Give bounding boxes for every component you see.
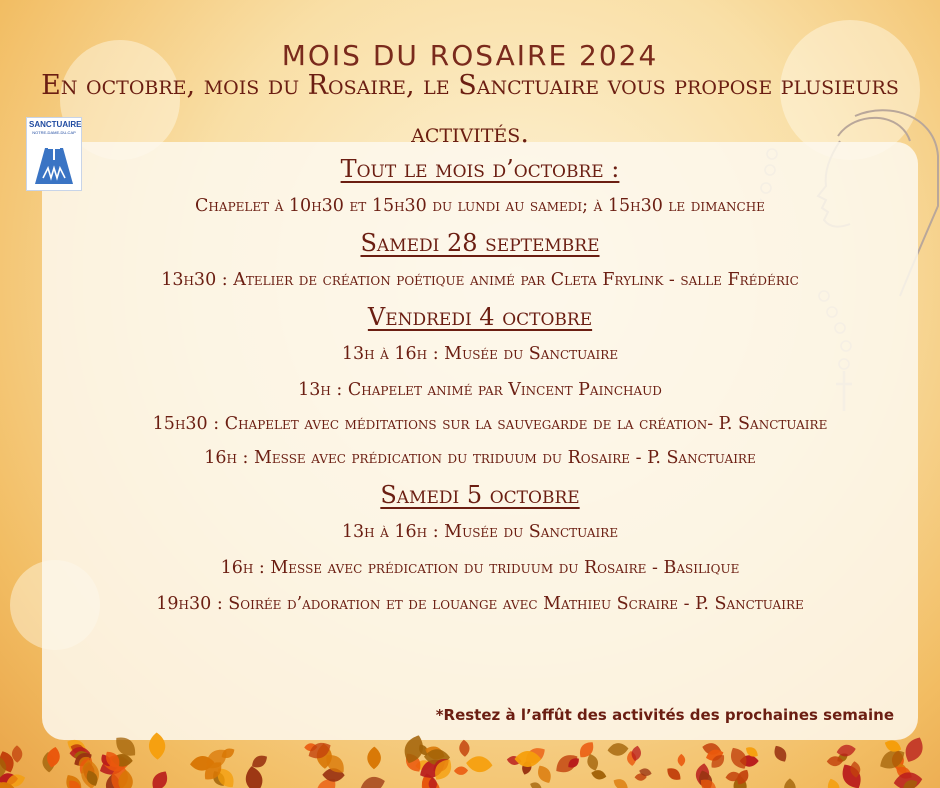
section-heading-oct-5: Samedi 5 octobre <box>380 481 580 509</box>
leaf-icon <box>534 763 554 786</box>
leaf-icon <box>590 768 607 781</box>
logo-subtext: NOTRE-DAME-DU-CAP <box>32 130 76 135</box>
schedule-item: 13h : Chapelet animé par Vincent Painchaud <box>298 380 662 400</box>
leaf-icon <box>12 745 23 762</box>
schedule-item: 16h : Messe avec prédication du triduum du Rosaire - Basilique <box>220 558 740 578</box>
leaf-icon <box>529 780 543 788</box>
schedule-item: 13h30 : Atelier de création poétique animé par Cleta Frylink - salle Frédéric <box>161 270 799 290</box>
schedule-item: 13h à 16h : Musée du Sanctuaire <box>341 344 619 364</box>
leaf-icon <box>359 774 387 788</box>
leaf-icon <box>901 734 927 765</box>
section-heading-all-october: Tout le mois d’octobre : <box>340 155 620 183</box>
leaf-icon <box>607 742 629 756</box>
schedule-item: 13h à 16h : Musée du Sanctuaire <box>341 522 619 542</box>
leaf-icon <box>678 754 686 767</box>
schedule-item: 19h30 : Soirée d’adoration et de louange avec Mathieu Scraire - P. Sanctuaire <box>156 594 804 614</box>
page-title: MOIS DU ROSAIRE 2024 <box>281 38 659 72</box>
section-heading-oct-4: Vendredi 4 octobre <box>367 303 593 331</box>
leaf-icon <box>148 732 165 760</box>
leaf-icon <box>243 765 264 788</box>
leaf-icon <box>459 739 470 757</box>
leaf-icon <box>611 776 630 788</box>
leaf-icon <box>837 760 865 788</box>
footer-note: *Restez à l’affût des activités des prochaines semaine <box>435 706 894 724</box>
leaf-icon <box>836 743 857 758</box>
leaf-icon <box>771 743 790 764</box>
leaf-icon <box>454 766 468 775</box>
page-subtitle: En octobre, mois du Rosaire, le Sanctuaire vous propose plusieurs activités. <box>41 70 899 149</box>
leaf-icon <box>367 746 381 769</box>
leaf-icon <box>148 768 171 788</box>
leaf-icon <box>825 777 842 788</box>
section-heading-sep-28: Samedi 28 septembre <box>360 229 600 257</box>
leaf-icon <box>465 755 493 773</box>
schedule-item: 15h30 : Chapelet avec méditations sur la sauvegarde de la création- P. Sanctuaire <box>152 414 828 434</box>
logo-text: SANCTUAIRE <box>29 120 82 129</box>
schedule-item: 16h : Messe avec prédication du triduum du Rosaire - P. Sanctuaire <box>204 448 756 468</box>
autumn-leaves-border <box>0 728 940 788</box>
schedule <box>42 150 918 622</box>
leaf-icon <box>664 765 683 783</box>
schedule-item: Chapelet à 10h30 et 15h30 du lundi au samedi; à 15h30 le dimanche <box>195 196 765 216</box>
leaf-icon <box>784 778 796 788</box>
